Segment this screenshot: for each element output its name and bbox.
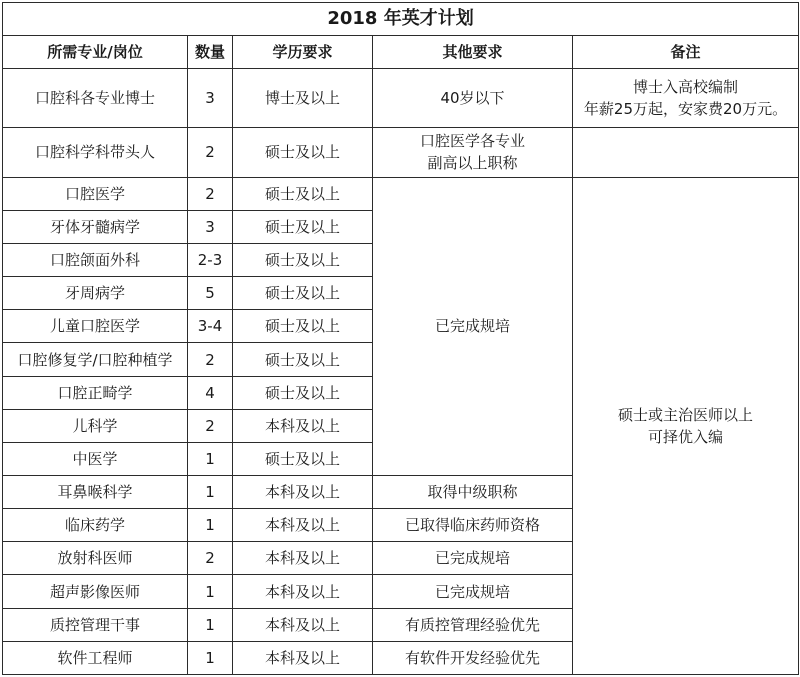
cell-position: 口腔科各专业博士: [3, 69, 188, 127]
cell-notes-empty: [573, 127, 799, 177]
cell-position: 口腔科学科带头人: [3, 127, 188, 177]
other-line: 口腔医学各专业: [419, 132, 525, 151]
cell-education: 硕士及以上: [233, 310, 373, 343]
header-other: 其他要求: [373, 36, 573, 69]
cell-education: 硕士及以上: [233, 127, 373, 177]
cell-position: 放射科医师: [3, 542, 188, 575]
cell-other: 已完成规培: [373, 575, 573, 608]
cell-education: 硕士及以上: [233, 277, 373, 310]
cell-other: 40岁以下: [373, 69, 573, 127]
header-position: 所需专业/岗位: [3, 36, 188, 69]
cell-count: 2-3: [188, 244, 233, 277]
cell-position: 耳鼻喉科学: [3, 476, 188, 509]
cell-other: 取得中级职称: [373, 476, 573, 509]
cell-position: 临床药学: [3, 509, 188, 542]
notes-line: 硕士或主治医师以上: [618, 405, 754, 424]
cell-count: 3: [188, 210, 233, 243]
cell-count: 5: [188, 277, 233, 310]
cell-education: 硕士及以上: [233, 177, 373, 210]
cell-other: 已完成规培: [373, 542, 573, 575]
cell-count: 1: [188, 442, 233, 475]
cell-education: 硕士及以上: [233, 244, 373, 277]
cell-count: 1: [188, 641, 233, 674]
notes-line: 可择优入编: [648, 427, 724, 446]
cell-position: 牙周病学: [3, 277, 188, 310]
cell-count: 1: [188, 476, 233, 509]
cell-other: [373, 127, 573, 177]
cell-education: 硕士及以上: [233, 376, 373, 409]
cell-count: 1: [188, 509, 233, 542]
cell-education: 博士及以上: [233, 69, 373, 127]
cell-count: 2: [188, 409, 233, 442]
cell-position: 口腔正畸学: [3, 376, 188, 409]
cell-count: 2: [188, 127, 233, 177]
table-title: 2018 年英才计划: [3, 3, 799, 36]
cell-count: 1: [188, 608, 233, 641]
cell-position: 牙体牙髓病学: [3, 210, 188, 243]
header-row: [3, 36, 799, 69]
table-row: [3, 127, 799, 177]
cell-position: 中医学: [3, 442, 188, 475]
header-notes: 备注: [573, 36, 799, 69]
cell-other: 已取得临床药师资格: [373, 509, 573, 542]
cell-position: 儿科学: [3, 409, 188, 442]
cell-education: 本科及以上: [233, 575, 373, 608]
cell-education: 本科及以上: [233, 608, 373, 641]
cell-count: 2: [188, 542, 233, 575]
cell-count: 3: [188, 69, 233, 127]
cell-count: 1: [188, 575, 233, 608]
cell-other: 有软件开发经验优先: [373, 641, 573, 674]
cell-other: 有质控管理经验优先: [373, 608, 573, 641]
cell-education: 硕士及以上: [233, 210, 373, 243]
cell-position: 质控管理干事: [3, 608, 188, 641]
cell-count: 4: [188, 376, 233, 409]
cell-count: 2: [188, 177, 233, 210]
cell-education: 本科及以上: [233, 542, 373, 575]
cell-notes-phd: [573, 69, 799, 127]
header-count: 数量: [188, 36, 233, 69]
cell-position: 口腔修复学/口腔种植学: [3, 343, 188, 376]
other-line: 副高以上职称: [427, 154, 518, 173]
table-row: [3, 177, 799, 210]
notes-line: 年薪25万起，安家费20万元。: [583, 99, 788, 118]
cell-count: 2: [188, 343, 233, 376]
cell-count: 3-4: [188, 310, 233, 343]
header-education: 学历要求: [233, 36, 373, 69]
notes-line: 博士入高校编制: [633, 77, 739, 96]
cell-education: 本科及以上: [233, 641, 373, 674]
cell-education: 硕士及以上: [233, 343, 373, 376]
cell-notes-general: [573, 177, 799, 674]
cell-position: 儿童口腔医学: [3, 310, 188, 343]
recruitment-table: [2, 2, 799, 675]
cell-education: 本科及以上: [233, 409, 373, 442]
cell-other-merged: 已完成规培: [373, 177, 573, 475]
cell-position: 软件工程师: [3, 641, 188, 674]
table-row: [3, 69, 799, 127]
cell-education: 硕士及以上: [233, 442, 373, 475]
cell-education: 本科及以上: [233, 509, 373, 542]
cell-education: 本科及以上: [233, 476, 373, 509]
cell-position: 口腔医学: [3, 177, 188, 210]
cell-position: 口腔颌面外科: [3, 244, 188, 277]
cell-position: 超声影像医师: [3, 575, 188, 608]
